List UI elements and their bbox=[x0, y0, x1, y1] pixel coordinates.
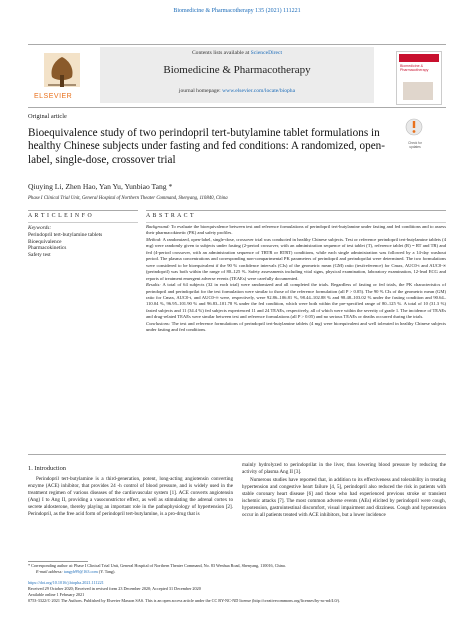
journal-masthead bbox=[28, 44, 446, 108]
publisher-name: ELSEVIER bbox=[34, 93, 73, 100]
abstract-heading: A B S T R A C T bbox=[146, 213, 195, 219]
received-dates: Received 29 October 2020; Received in revised form 23 December 2020; Accepted 31 December 2020 bbox=[28, 586, 201, 591]
intro-paragraph-right-1: mainly hydrolyzed to perindoprilat in the liver, thus lowering blood pressure by reducing the activity of plasma Ang II [3]. bbox=[242, 462, 446, 476]
elsevier-logo bbox=[32, 51, 92, 103]
keyword: Bioequivalence bbox=[28, 238, 62, 245]
article-type: Original article bbox=[28, 113, 67, 120]
article-title: Bioequivalence study of two perindopril tert-butylamine tablet formulations in healthy Chinese subjects under fasting and fed conditions: A randomized, open-label, single-dose, crossover trial bbox=[28, 127, 385, 166]
abstract-body bbox=[146, 224, 446, 334]
sciencedirect-link[interactable]: ScienceDirect bbox=[250, 50, 283, 56]
contents-line: Contents lists available at ScienceDirect bbox=[191, 50, 283, 56]
keywords-label: Keywords: bbox=[28, 225, 52, 231]
keywords-block bbox=[28, 225, 138, 259]
keyword: Safety test bbox=[28, 252, 51, 259]
keyword: Pharmacokinetics bbox=[28, 245, 67, 252]
update-badge-icon bbox=[404, 118, 424, 136]
available-online: Available online 1 February 2021 bbox=[28, 592, 85, 597]
running-header: Biomedicine & Pharmacotherapy 135 (2021) 111221 bbox=[173, 8, 301, 14]
email-line: E-mail address: tangyb99@163.com (Y. Tang). bbox=[36, 569, 116, 574]
abstract-results: Results: A total of 64 subjects (32 in each trial) were randomized and all completed the trials. Regardless of fasting or fed trials, the PK characteristics of perindopril and perindoprilat for the test formulation were similar to those of the reference formulation (all P > 0.05). The 90 % CIs of the geometric mean (GM) ratio for Cmax, AUC0-t, and AUC0-∞ were, respectively, were 92.86–106.81 %, 98.44–102.88 % and 98.48–103.02 % under the fasting condition and 90.64–110.04 %, 96.95–101.90 % and 96.83–101.78 % under the fed condition, which were both within the pre-specified range of 80–125 %. A total of 10 (31.3 %) fasted subjects and 11 (34.4 %) fed subjects experienced 11 and 24 TEAEs, respectively, all of which were within the severity of grade 1. The incidence of TEAEs and drug-related TEAEs were similar between test and reference formulations (all P > 0.05) and no serious TEAEs or deaths occurred during the trials. bbox=[146, 282, 446, 320]
affiliation: Phase I Clinical Trial Unit, General Hospital of Northern Theater Command, Shenyang, 110840, China bbox=[28, 196, 228, 201]
abstract-method: Method: A randomized, open-label, single-dose, crossover trial was conducted in healthy Chinese subjects. Test or reference perindopril tert-butylamine tablets (4 mg) were randomly given to subjects under fasting (2-period crossover, with an administration sequence of test tablet (T), reference tablet (R) = RT and TR) and fed (4-period crossover, with an administration sequence of TRTR or RTRT) conditions, while each single administration was followed by a 14-day washout period. The plasma concentrations and corresponding non-compartmental PK parameters of perindopril and perindoprilat were determined. The two formulations were considered to be bioequivalent if the 90 % confidence intervals (CIs) of the geometric mean (GM) ratio (test/reference) for Cmax, AUC0-t and AUC0-∞ (perindopril) was both within the range of 80–125 %. Safety assessments including vital signs, physical examination, laboratory examination, 12-lead ECG and reports of treatment emergent adverse events (TEAEs) were carefully documented. bbox=[146, 236, 446, 281]
corresponding-author-note: * Corresponding author at: Phase I Clinical Trial Unit, General Hospital of Northern Theater Command, No. 83 Wenhua Road, Shenyang, 110016, China. bbox=[28, 563, 286, 568]
check-for-updates-badge[interactable]: Check for updates bbox=[404, 118, 428, 144]
journal-title: Biomedicine & Pharmacotherapy bbox=[163, 64, 311, 76]
license-statement: 0753-3322/© 2021 The Authors. Published by Elsevier Masson SAS. This is an open access article under the CC BY-NC-ND license (http://creativecommons.org/licenses/by-nc-nd/4.0/). bbox=[28, 598, 341, 603]
abstract-conclusions: Conclusions: The test and reference formulations of perindopril tert-butylamine tablets (4 mg) were bioequivalent and well tolerated in healthy Chinese subjects under fasting and fed conditions. bbox=[146, 320, 446, 333]
doi-link[interactable]: https://doi.org/10.1016/j.biopha.2021.111221 bbox=[28, 580, 104, 585]
intro-paragraph-left: Perindopril tert-butylamine is a third-generation, potent, long-acting angiotensin converting enzyme (ACE) inhibitor, that provides 24 -h control of blood pressure, and is widely used in the treatment regimen of various diseases of the cardiovascular system [1]. ACE converts angiotensin (Ang) I to Ang II, providing a vasoconstrictor effect, as well as stimulating the adrenal cortex to secrete aldosterone, thereby playing an important role in the pathophysiology of hypertension [2]. Perindopril, as the free acid form of perindopril tert-butylamine, is a pro-drug that is bbox=[28, 476, 233, 518]
keyword: Perindopril tert-butylamine tablets bbox=[28, 231, 103, 238]
homepage-link[interactable]: www.elsevier.com/locate/biopha bbox=[222, 88, 296, 94]
intro-paragraph-right-2: Numerous studies have reported that, in addition to its effectiveness and tolerability in treating hypertension and congestive heart failure [4, 5], perindopril also reduced the risk in patients with stable coronary heart disease [6] and those who had experienced previous stroke or transient ischemic attacks [7]. The most common adverse events (AEs) elicited by perindopril were cough, hypotension, gastrointestinal discomfort, visual impairment and dizziness. Cough and hypotension occur in all patients treated with ACE inhibitors, but a lower incidence bbox=[242, 477, 446, 519]
cover-title: Biomedicine & Pharmacotherapy bbox=[400, 64, 429, 73]
author-list: Qiuying Li, Zhen Hao, Yan Yu, Yunbiao Tang * bbox=[28, 182, 173, 191]
masthead-center bbox=[100, 47, 374, 103]
article-info-heading: A R T I C L E I N F O bbox=[28, 213, 93, 219]
homepage-line: journal homepage: www.elsevier.com/locate/biopha bbox=[178, 88, 296, 94]
journal-cover bbox=[396, 51, 442, 105]
abstract-background: Background: To evaluate the bioequivalence between test and reference formulations of perindopril tert-butylamine under fasting and fed conditions and to assess their pharmacokinetic (PK) and safety profiles. bbox=[146, 224, 446, 236]
introduction-heading: 1. Introduction bbox=[28, 465, 66, 472]
email-link[interactable]: tangyb99@163.com bbox=[63, 569, 98, 574]
